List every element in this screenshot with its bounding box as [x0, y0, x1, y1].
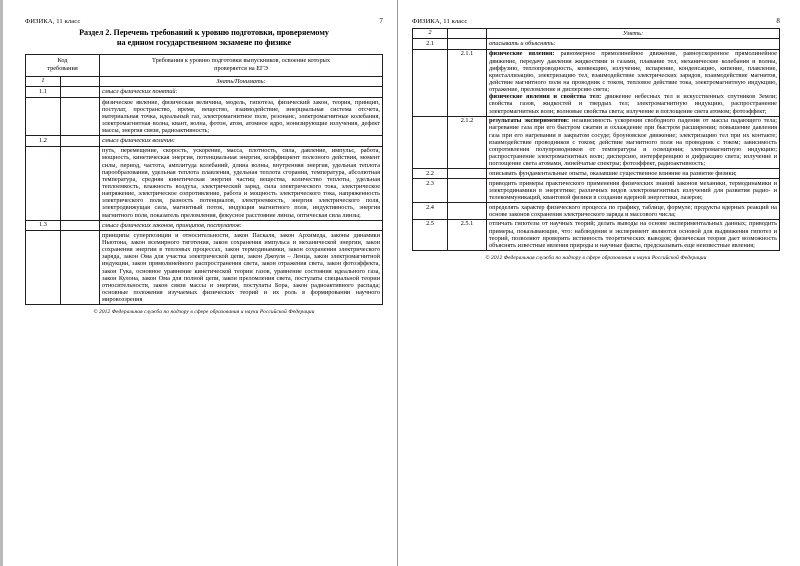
column-header-requirements-line1: Требования к уровню подготовки выпускников, освоение которых	[152, 57, 330, 65]
requirement-paragraph: принципы суперпозиции и относительности, закон Паскаля, закон Архимеда, законы динамики Ньютона, закон всемирного тяготения, закон сохранения импульса и механической энергии, закон сохранения энергии в тепловых процессах, закон термодинамики, закон сохранения электрического заряда, закон Ома для участка электрической цепи, закон Джоуля – Ленца, закон электромагнитной индукции, закон прямолинейного распространения света, закон отражения света, закон фотоэффекта, закон Гука, основное уравнение кинетической теории газов, уравнение состояния идеального газа, закон Кулона, закон Ома для полной цепи, закон преломления света, постулаты специальной теории относительности, закон связи массы и энергии, постулаты Бора, закон радиоактивного распада; основные положения изучаемых физических теорий и их роль в формировании научного мировоззрения	[102, 231, 380, 304]
requirement-subcode	[60, 76, 99, 87]
requirement-paragraph: физические явления: равномерное прямолинейное движение, равноускоренное прямолинейное движение, передачу давления жидкостями и газами, плавание тел, механические колебания и волны, диффузию, теплопроводность, конвекцию, излучение, испарение, конденсацию, кипение, плавление, кристаллизацию, электризацию тел, взаимодействие электрических зарядов, взаимодействие магнитов, действие магнитного поля на проводник с током, тепловое действие тока, электромагнитную индукцию, отражение, преломление и дисперсию света;	[489, 50, 777, 94]
requirement-subcode	[60, 136, 99, 147]
requirement-lead: результаты экспериментов:	[489, 117, 570, 125]
requirement-text: Знать/Понимать:	[100, 76, 383, 87]
requirement-text: описывать и объяснять:	[487, 39, 780, 50]
requirement-subcode: 2.1.2	[448, 116, 487, 169]
page-title-line2: на едином государственном экзамене по физике	[116, 37, 292, 47]
requirement-subcode	[60, 97, 99, 135]
page-left	[3, 0, 398, 566]
requirement-text	[487, 178, 780, 202]
requirement-code: 2.4	[413, 202, 448, 219]
requirement-paragraph: результаты экспериментов: независимость ускорения свободного падения от массы падающего тела; нагревание газа при его быстром сжатии и охлаждение при быстром расширении; повышение давления газа при его нагревании в закрытом сосуде; броуновское движение; электризацию тел при их контакте; взаимодействие проводников с током; действие магнитного поля на проводник с током; зависимость сопротивления полупроводников от температуры и освещения; электромагнитную индукцию; распространение электромагнитных волн; дисперсию, интерференцию и дифракцию света; излучение и поглощение света атомами, линейчатые спектры; фотоэффект, радиоактивность;	[489, 117, 777, 168]
requirement-text	[487, 169, 780, 179]
requirement-text	[487, 116, 780, 169]
page-title-line1: Раздел 2. Перечень требований к уровню подготовки, проверяемому	[79, 27, 329, 37]
requirement-subcode	[448, 178, 487, 202]
requirement-code: 2.2	[413, 169, 448, 179]
requirement-code	[25, 97, 60, 135]
requirement-subcode	[448, 202, 487, 219]
requirement-code: 1	[25, 76, 60, 87]
requirement-paragraph: физическое явление, физическая величина, модель, гипотеза, физический закон, теория, принцип, постулат, пространство, время, вещество, взаимодействие, инерциальная система отсчета, материальная точка, идеальный газ, электромагнитное поле, резонанс, электромагнитные колебания, электромагнитная волна, квант, волна, фотон, атом, атомное ядро, ионизирующие излучения, дефект массы, энергия связи, радиоактивность;	[102, 98, 380, 135]
page-title	[31, 28, 377, 48]
requirement-subcode: 2.5.1	[448, 219, 487, 250]
page-number-right: 8	[776, 17, 780, 25]
requirement-code	[413, 49, 448, 116]
requirement-code: 2.3	[413, 178, 448, 202]
table-row	[25, 97, 382, 135]
table-row	[413, 116, 780, 169]
requirement-code	[25, 146, 60, 220]
running-head-right	[412, 18, 780, 26]
page-right	[398, 0, 800, 566]
requirement-subcode	[60, 220, 99, 231]
running-head-title-right: ФИЗИКА, 11 класс	[412, 18, 468, 25]
requirement-lead: физические явления:	[489, 50, 555, 58]
table-header-row	[25, 55, 382, 76]
requirement-text	[487, 202, 780, 219]
table-row	[25, 136, 382, 147]
requirement-paragraph: отличать гипотезы от научных теорий; делать выводы на основе экспериментальных данных; приводить примеры, показывающие, что: наблюдения и эксперимент являются основой для выдвижения гипотез и теорий, позволяют проверить истинность теоретических выводов; физическая теория дает возможность объяснять известные явления природы и научные факты, предсказывать еще неизвестные явления;	[489, 220, 777, 249]
requirement-paragraph: описывать фундаментальные опыты, оказавшие существенное влияние на развитие физики;	[489, 169, 737, 177]
table-row	[25, 76, 382, 87]
requirement-paragraph: путь, перемещение, скорость, ускорение, масса, плотность, сила, давление, импульс, работа, мощность, кинетическая энергия, потенциальная энергия, коэффициент полезного действия, момент силы, период, частота, амплитуда колебаний, длина волны, внутренняя энергия, удельная теплота парообразования, удельная теплота плавления, удельная теплота сгорания, температура, абсолютная температура, средняя кинетическая энергия частиц вещества, количество теплоты, удельная теплоемкость, влажность воздуха, электрический заряд, сила электрического тока, электрическое напряжение, электрическое сопротивление, работа и мощность электрического тока, напряженность электрического поля, разность потенциалов, электроемкость, энергия электрического поля, электродвижущая сила, магнитный поток, индукция магнитного поля, индуктивность, энергия магнитного поля, показатель преломления, фокусное расстояние линзы, оптическая сила линзы;	[102, 147, 380, 219]
table-row	[413, 202, 780, 219]
requirement-code	[25, 231, 60, 305]
column-header-code	[25, 55, 99, 76]
requirement-text: смысл физических понятий:	[100, 87, 383, 98]
page-footer-left: © 2012 Федеральная служба по надзору в сфере образования и науки Российской Федерации	[93, 309, 315, 316]
requirement-code: 2	[413, 28, 448, 39]
table-row	[25, 220, 382, 231]
requirement-text	[100, 146, 383, 220]
table-row	[413, 49, 780, 116]
requirement-code: 1.3	[25, 220, 60, 231]
requirement-code: 1.2	[25, 136, 60, 147]
requirement-text: смысл физических законов, принципов, постулатов:	[100, 220, 383, 231]
requirement-code: 1.1	[25, 87, 60, 98]
requirement-subcode	[60, 146, 99, 220]
table-row	[413, 28, 780, 39]
requirement-lead: физические явления и свойства тел:	[489, 93, 602, 101]
running-head-left	[25, 18, 383, 26]
requirement-subcode	[448, 169, 487, 179]
table-row	[25, 87, 382, 98]
requirements-table-left	[25, 54, 383, 305]
requirement-subcode: 2.1.1	[448, 49, 487, 116]
requirement-subcode	[448, 28, 487, 39]
requirements-table-right	[412, 28, 780, 251]
requirement-text	[487, 219, 780, 250]
table-row	[25, 146, 382, 220]
requirement-code: 2.1	[413, 39, 448, 50]
requirement-subcode	[60, 87, 99, 98]
requirement-paragraph: определять характер физического процесса по графику, таблице, формуле; продукты ядерных реакций на основе законов сохранения электрического заряда и массового числа;	[489, 203, 777, 218]
requirement-paragraph: приводить примеры практического применения физических знаний законов механики, термодинамики и электродинамики в энергетике; различных видов электромагнитных излучений для развития радио- и телекоммуникаций, квантовой физики в создании ядерной энергетики, лазеров;	[489, 179, 777, 201]
requirement-text	[487, 49, 780, 116]
column-header-code-line1: Код	[57, 57, 68, 65]
requirement-code: 2.5	[413, 219, 448, 250]
column-header-requirements-line2: проверяется на ЕГЭ	[214, 65, 268, 73]
page-number-left: 7	[379, 17, 383, 25]
requirement-subcode	[60, 231, 99, 305]
requirement-subcode	[448, 39, 487, 50]
page-footer-right: © 2012 Федеральная служба по надзору в сфере образования и науки Российской Федерации	[485, 254, 707, 261]
requirement-text	[100, 231, 383, 305]
requirement-text: смысл физических величин:	[100, 136, 383, 147]
requirement-paragraph: физические явления и свойства тел: движение небесных тел и искусственных спутников Земли; свойства газов, жидкостей и твердых тел; электромагнитную индукцию, распространение электромагнитных волн; волновые свойства света; излучение и поглощение света атомом; фотоэффект;	[489, 93, 777, 115]
table-row	[413, 39, 780, 50]
table-row	[413, 178, 780, 202]
requirement-text: Уметь:	[487, 28, 780, 39]
column-header-requirements	[100, 55, 383, 76]
column-header-code-line2: требования	[47, 65, 78, 73]
running-head-title-left: ФИЗИКА, 11 класс	[24, 18, 81, 25]
table-row	[413, 169, 780, 179]
table-row	[413, 219, 780, 250]
table-row	[25, 231, 382, 305]
requirement-code	[413, 116, 448, 169]
requirement-text	[100, 97, 383, 135]
